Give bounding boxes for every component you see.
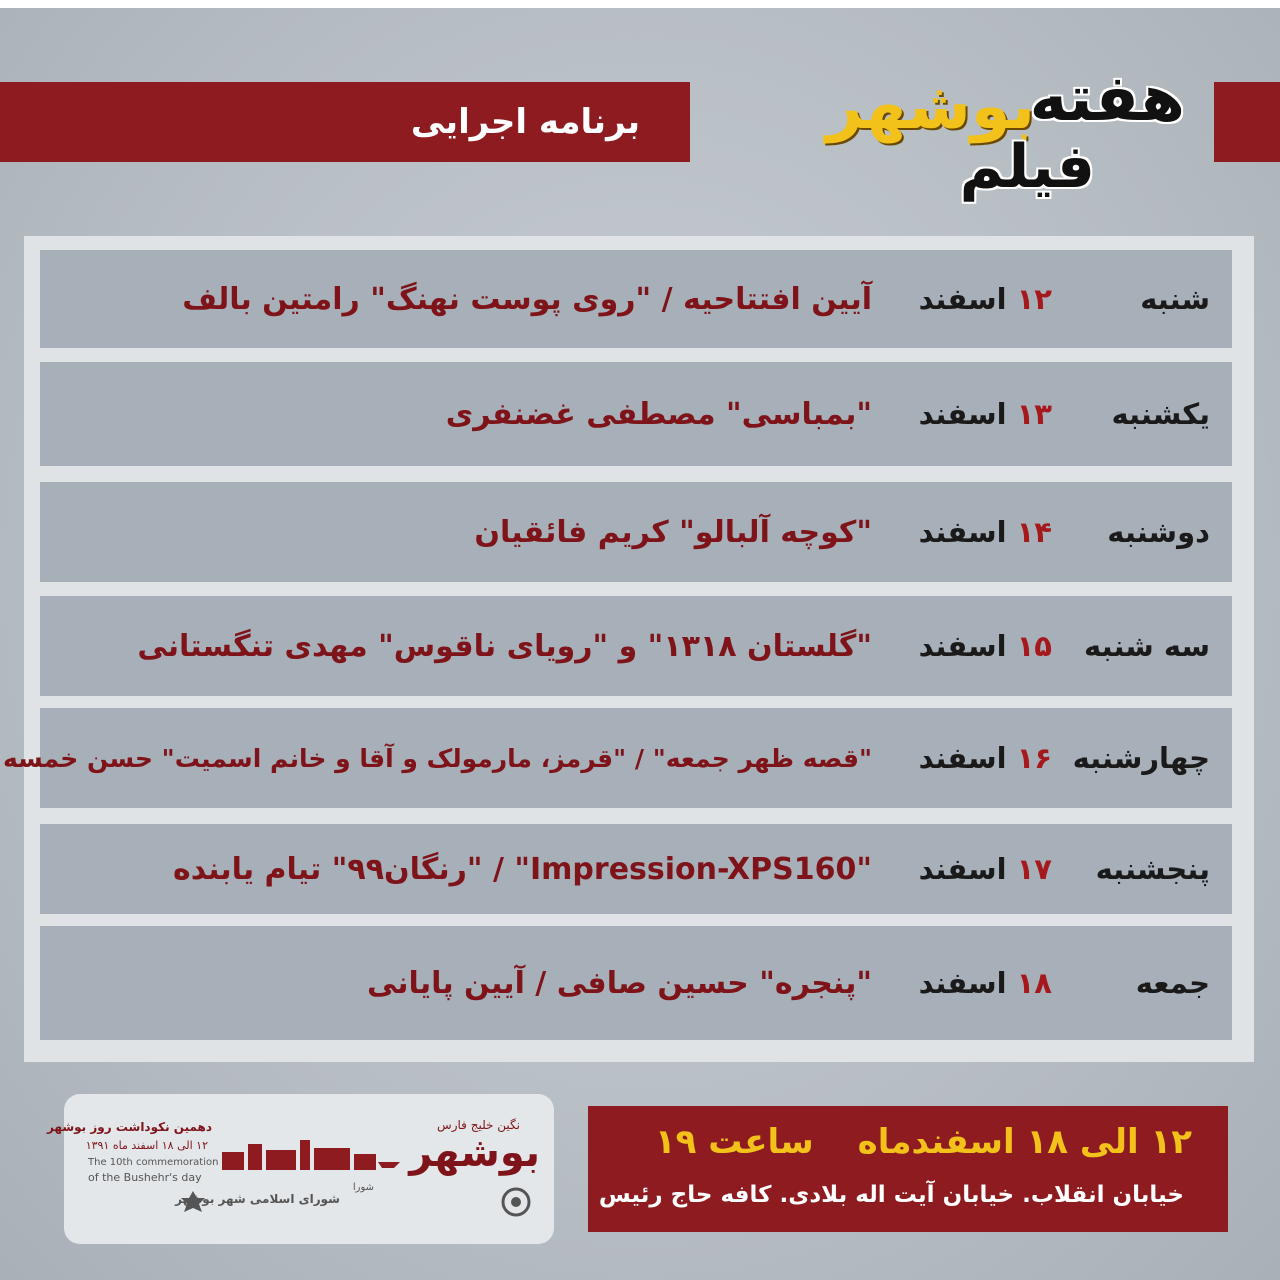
council-name: شورای اسلامی شهر بوشهر	[175, 1192, 340, 1206]
row-month: اسفند	[918, 397, 1007, 431]
event-time: ساعت ۱۹	[654, 1122, 814, 1162]
row-program: آیین افتتاحیه / "روی پوست نهنگ" رامتین بالف	[182, 281, 872, 317]
row-date-number: ۱۴	[1016, 515, 1052, 549]
row-day: پنجشنبه	[1095, 852, 1210, 886]
city-skyline-icon	[222, 1136, 402, 1170]
logo-word-bushehr: بوشهر	[825, 70, 1035, 144]
row-date	[919, 824, 1052, 914]
row-date-number: ۱۸	[1016, 966, 1052, 1000]
row-date-number: ۱۶	[1016, 741, 1052, 775]
row-program: "Impression-XPS160" / "رنگان۹۹" تیام یابنده	[173, 851, 872, 887]
row-month: اسفند	[918, 282, 1007, 316]
commemoration-dates: ۱۲ الی ۱۸ اسفند ماه ۱۳۹۱	[85, 1139, 208, 1152]
row-month: اسفند	[918, 741, 1007, 775]
row-date	[919, 708, 1052, 808]
schedule-row	[40, 482, 1232, 582]
row-program: "بمباسی" مصطفی غضنفری	[445, 396, 872, 432]
commemoration-en-line2: of the Bushehr's day	[88, 1171, 202, 1184]
row-program: "کوچه آلبالو" کریم فائقیان	[474, 514, 872, 550]
bushehr-tagline: نگین خلیج فارس	[437, 1118, 520, 1132]
row-program: "گلستان ۱۳۱۸" و "رویای ناقوس" مهدی تنگستانی	[137, 628, 872, 664]
schedule-row	[40, 824, 1232, 914]
event-address: خیابان انقلاب. خیابان آیت اله بلادی. کافه حاج رئیس	[598, 1182, 1184, 1208]
row-day: سه شنبه	[1084, 629, 1210, 663]
row-date-number: ۱۲	[1016, 282, 1052, 316]
row-program: "پنجره" حسین صافی / آیین پایانی	[366, 965, 872, 1001]
bushehr-brand: بوشهر	[409, 1130, 540, 1176]
row-day: جمعه	[1135, 966, 1210, 1000]
row-month: اسفند	[918, 852, 1007, 886]
row-date	[919, 926, 1052, 1040]
top-border	[0, 0, 1280, 8]
banner-accent	[1214, 82, 1280, 162]
row-date	[919, 596, 1052, 696]
row-month: اسفند	[918, 966, 1007, 1000]
row-date	[919, 362, 1052, 466]
shora-mark: شورا	[352, 1182, 374, 1193]
schedule-row	[40, 362, 1232, 466]
festival-logo	[735, 62, 1185, 212]
event-dates: ۱۲ الی ۱۸ اسفندماه	[857, 1122, 1192, 1162]
commemoration-en-line1: The 10th commemoration	[88, 1157, 219, 1168]
schedule-row	[40, 596, 1232, 696]
row-day: یکشنبه	[1111, 397, 1210, 431]
row-program: "قصه ظهر جمعه" / "قرمز، مارمولک و آقا و خانم اسمیت" حسن خمسه	[2, 743, 872, 773]
row-date	[919, 250, 1052, 348]
schedule-row	[2, 708, 1232, 808]
logo-word-film: فیلم	[959, 132, 1095, 202]
row-day: شنبه	[1140, 282, 1210, 316]
program-banner	[0, 82, 690, 162]
emblem-icon	[500, 1186, 532, 1218]
logo-word-week: هفته	[1029, 62, 1185, 136]
row-date-number: ۱۷	[1016, 852, 1052, 886]
row-day: دوشنبه	[1107, 515, 1210, 549]
schedule-row	[40, 250, 1232, 348]
event-info-bar	[588, 1106, 1228, 1232]
program-banner-label: برنامه اجرایی	[410, 102, 640, 142]
event-date-time	[655, 1122, 1192, 1162]
row-date	[919, 482, 1052, 582]
row-date-number: ۱۵	[1016, 629, 1052, 663]
row-month: اسفند	[918, 629, 1007, 663]
row-date-number: ۱۳	[1016, 397, 1052, 431]
row-month: اسفند	[918, 515, 1007, 549]
schedule-row	[40, 926, 1232, 1040]
commemoration-title: دهمین نکوداشت روز بوشهر	[46, 1120, 212, 1134]
row-day: چهارشنبه	[1072, 741, 1210, 775]
